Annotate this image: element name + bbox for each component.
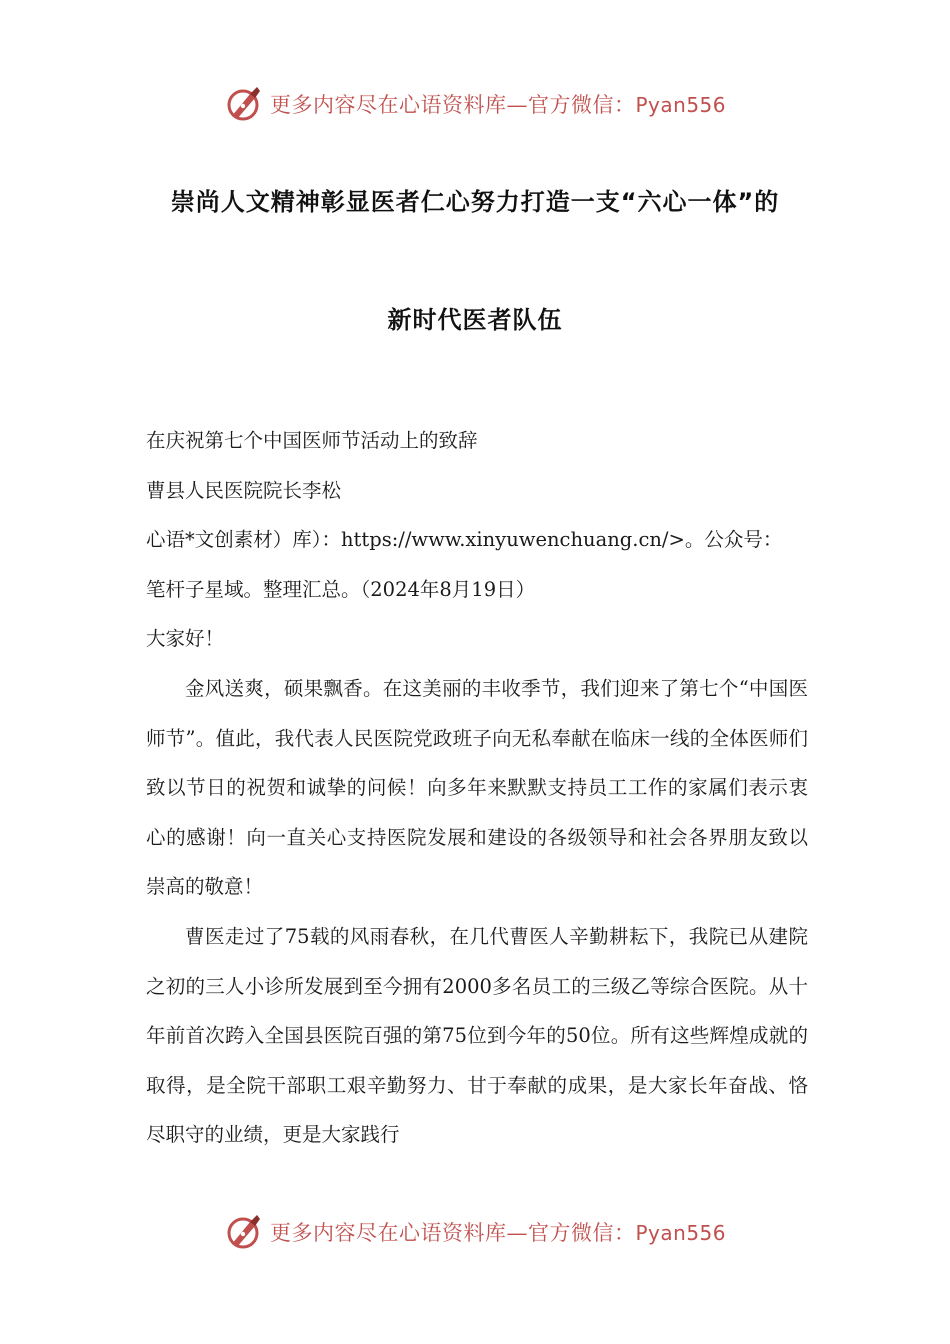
paragraph-2 — [146, 912, 808, 1160]
author-line: 曹县人民医院院长李松 — [146, 478, 342, 502]
greeting: 大家好！ — [146, 627, 225, 651]
paragraph-text: 曹医走过了75载的风雨春秋，在几代曹医人辛勤耕耘下，我院已从建院之初的三人小诊所发展到至今拥有2000多名员工的三级乙等综合医院。从十年前首次跨入全国县医院百强的第75位到今年的50位。所有这些辉煌成就的取得，是全院干部职工艰辛勤努力、甘于奉献的成果，是大家长年奋战、恪尽职守的业绩，更是大家践行 — [146, 924, 808, 1147]
source-line-2: 笔杆子星域。整理汇总。（2024年8月19日） — [146, 577, 536, 601]
occasion-line: 在庆祝第七个中国医师节活动上的致辞 — [146, 429, 478, 452]
banner-text: 更多内容尽在心语资料库—官方微信：Pyan556 — [269, 93, 726, 117]
paragraph-text: 金风送爽，硕果飘香。在这美丽的丰收季节，我们迎来了第七个“中国医师节”。值此，我代表人民医院党政班子向无私奉献在临床一线的全体医师们致以节日的祝贺和诚挚的问候！向多年来默默支持员工工作的家属们表示衷心的感谢！向一直关心支持医院发展和建设的各级领导和社会各界朋友致以崇高的敬意！ — [146, 676, 808, 899]
pen-logo-icon — [224, 84, 264, 124]
wechat-id: Pyan556 — [635, 93, 726, 117]
banner-text: 更多内容尽在心语资料库—官方微信：Pyan556 — [269, 1221, 726, 1245]
source-line-1: 心语*文创素材）库）：https://www.xinyuwenchuang.cn/>。公众号： — [146, 528, 783, 552]
footer-banner — [0, 1210, 950, 1254]
page-title-line1: 崇尚人文精神彰显医者仁心努力打造一支“六心一体”的 — [170, 188, 780, 216]
wechat-id: Pyan556 — [635, 1221, 726, 1245]
paragraph-1 — [146, 664, 808, 912]
header-banner — [0, 82, 950, 126]
pen-logo-icon — [224, 1212, 264, 1252]
document-body — [146, 416, 808, 1160]
page-title-line2: 新时代医者队伍 — [387, 306, 563, 334]
